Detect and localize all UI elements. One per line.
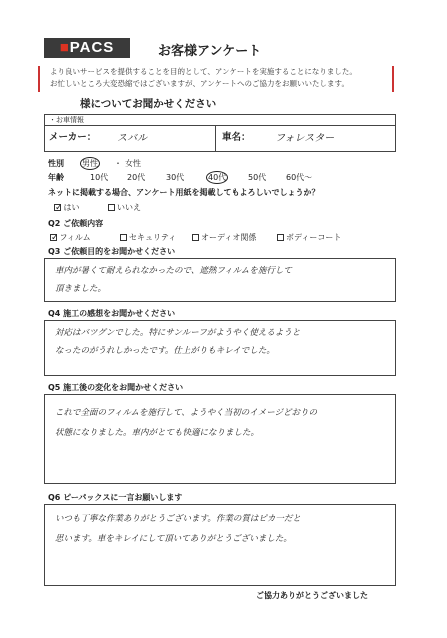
checkbox-icon (120, 234, 127, 241)
maker-label: メーカー： (49, 132, 97, 143)
pacs-logo: ■PACS (44, 38, 130, 58)
age-label: 年齢 (48, 173, 64, 182)
q4-answer-line-2: なったのがうれしかったです。仕上がりもキレイでした。 (55, 346, 275, 356)
q3-answer-line-2: 頂きました。 (55, 284, 107, 294)
age-option-20[interactable]: 20代 (127, 173, 146, 182)
age-option-10[interactable]: 10代 (90, 173, 109, 182)
q4-answer-line-1: 対応はバツグンでした。特にサンルーフがようやく使えるようと (55, 328, 301, 338)
age-option-60[interactable]: 60代～ (286, 173, 313, 182)
q2-option-film[interactable]: ✓フィルム (51, 233, 91, 243)
publish-option-yes[interactable]: ✓はい (55, 203, 80, 213)
q6-answer-line-2: 思います。車をキレイにして頂いてありがとうございました。 (55, 534, 292, 544)
gender-option-male[interactable]: 男性 (82, 159, 98, 168)
q5-answer-box[interactable] (44, 394, 396, 484)
q2-title: Q2 ご依頼内容 (48, 219, 104, 228)
publish-question: ネットに掲載する場合、アンケート用紙を掲載してもよろしいでしょうか？ (48, 188, 320, 197)
divider (215, 126, 216, 152)
intro-line-2: お忙しいところ大変恐縮ではございますが、アンケートへのご協力をお願いいたします。 (50, 79, 349, 88)
q3-answer-box[interactable] (44, 258, 396, 302)
car-name-value[interactable]: フォレスター (275, 133, 335, 144)
q6-title: Q6 ピーパックスに一言お願いします (48, 493, 183, 502)
gender-option-female[interactable]: 女性 (125, 159, 141, 168)
q5-answer-line-1: これで全面のフィルムを施行して、ようやく当初のイメージどおりの (55, 408, 318, 418)
check-mark-icon: ✓ (55, 203, 63, 213)
q3-answer-line-1: 車内が暑くて耐えられなかったので、遮熱フィルムを施行して (55, 266, 292, 276)
gender-label: 性別 (48, 159, 64, 168)
q5-answer-line-2: 状態になりました。車内がとても快適になりました。 (55, 428, 260, 438)
q5-title: Q5 施工後の変化をお聞かせください (48, 383, 184, 392)
maker-value[interactable]: スバル (117, 133, 147, 144)
checkbox-icon (277, 234, 284, 241)
q6-answer-box[interactable] (44, 504, 396, 586)
gender-option-female-bullet: ・ (114, 159, 122, 168)
check-mark-icon: ✓ (51, 233, 59, 243)
q3-title: Q3 ご依頼目的をお聞かせください (48, 247, 176, 256)
age-option-50[interactable]: 50代 (248, 173, 267, 182)
car-info-header: ・お車情報 (45, 115, 395, 126)
car-info-box (44, 114, 396, 152)
q4-answer-box[interactable] (44, 320, 396, 376)
page-title: お客様アンケート (158, 44, 262, 59)
thank-you-text: ご協力ありがとうございました (256, 591, 368, 600)
intro-line-1: より良いサービスを提供することを目的として、アンケートを実施することになりました。 (50, 67, 357, 76)
checkbox-icon (108, 204, 115, 211)
intro-text (38, 66, 394, 92)
q2-option-audio[interactable]: オーディオ関係 (192, 232, 256, 243)
q2-option-bodycoat[interactable]: ボディーコート (277, 232, 341, 243)
q6-answer-line-1: いつも丁寧な作業ありがとうございます。作業の質はピカ一だと (55, 514, 301, 524)
q2-option-security[interactable]: セキュリティ (120, 232, 176, 243)
section-title: 様についてお聞かせください (80, 98, 217, 110)
checkbox-icon (192, 234, 199, 241)
q4-title: Q4 施工の感想をお聞かせください (48, 309, 176, 318)
age-option-40[interactable]: 40代 (208, 173, 227, 182)
publish-option-no[interactable]: いいえ (108, 202, 141, 213)
age-option-30[interactable]: 30代 (166, 173, 185, 182)
car-name-label: 車名： (222, 132, 251, 143)
